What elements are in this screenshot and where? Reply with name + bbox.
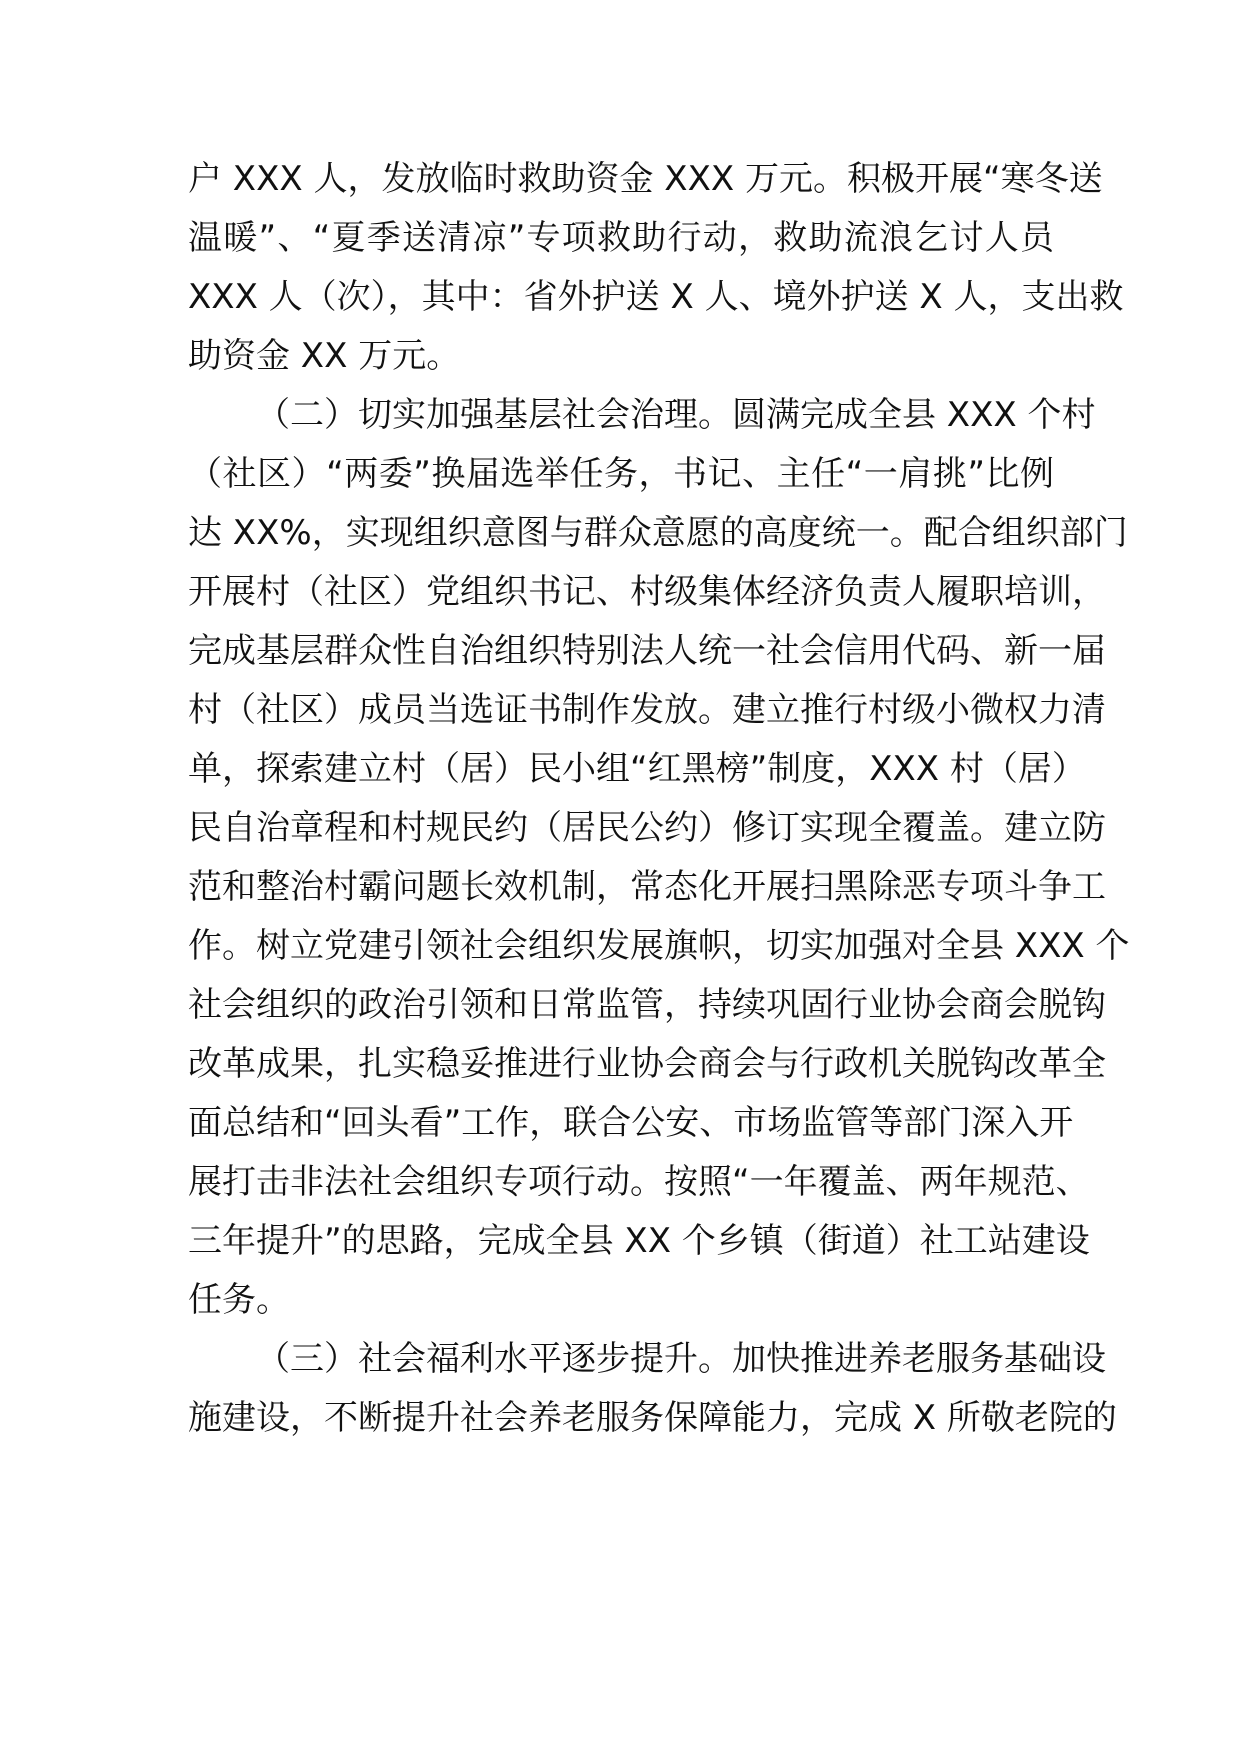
text-line-10: 村（社区）成员当选证书制作发放。建立推行村级小微权力清 <box>188 690 1106 730</box>
text-line-8: 开展村（社区）党组织书记、村级集体经济负责人履职培训， <box>188 572 1106 612</box>
text-line-12: 民自治章程和村规民约（居民公约）修订实现全覆盖。建立防 <box>188 808 1106 848</box>
text-line-1: 户 XXX 人，发放临时救助资金 XXX 万元。积极开展“寒冬送 <box>188 159 1103 199</box>
text-line-6: （社区）“两委”换届选举任务，书记、主任“一肩挑”比例 <box>188 454 1054 494</box>
text-line-9: 完成基层群众性自治组织特别法人统一社会信用代码、新一届 <box>188 631 1106 671</box>
text-line-2: 温暖”、“夏季送清凉”专项救助行动，救助流浪乞讨人员 <box>188 218 1054 258</box>
text-line-7: 达 XX%，实现组织意图与群众意愿的高度统一。配合组织部门 <box>188 513 1128 553</box>
text-line-14: 作。树立党建引领社会组织发展旗帜，切实加强对全县 XXX 个 <box>188 926 1130 966</box>
section-3-heading-line: （三）社会福利水平逐步提升。加快推进养老服务基础设 <box>256 1339 1106 1379</box>
section-2-heading-line: （二）切实加强基层社会治理。圆满完成全县 XXX 个村 <box>256 395 1096 435</box>
text-line-15: 社会组织的政治引领和日常监管，持续巩固行业协会商会脱钩 <box>188 985 1106 1025</box>
text-line-16: 改革成果，扎实稳妥推进行业协会商会与行政机关脱钩改革全 <box>188 1044 1106 1084</box>
text-line-20: 任务。 <box>188 1280 290 1320</box>
text-line-22: 施建设，不断提升社会养老服务保障能力，完成 X 所敬老院的 <box>188 1398 1117 1438</box>
text-line-18: 展打击非法社会组织专项行动。按照“一年覆盖、两年规范、 <box>188 1162 1090 1202</box>
text-line-11: 单，探索建立村（居）民小组“红黑榜”制度，XXX 村（居） <box>188 749 1086 789</box>
text-line-13: 范和整治村霸问题长效机制，常态化开展扫黑除恶专项斗争工 <box>188 867 1106 907</box>
text-line-3: XXX 人（次），其中：省外护送 X 人、境外护送 X 人，支出救 <box>188 277 1124 317</box>
text-line-19: 三年提升”的思路，完成全县 XX 个乡镇（街道）社工站建设 <box>188 1221 1090 1261</box>
text-line-4: 助资金 XX 万元。 <box>188 336 461 376</box>
text-line-17: 面总结和“回头看”工作，联合公安、市场监管等部门深入开 <box>188 1103 1074 1143</box>
